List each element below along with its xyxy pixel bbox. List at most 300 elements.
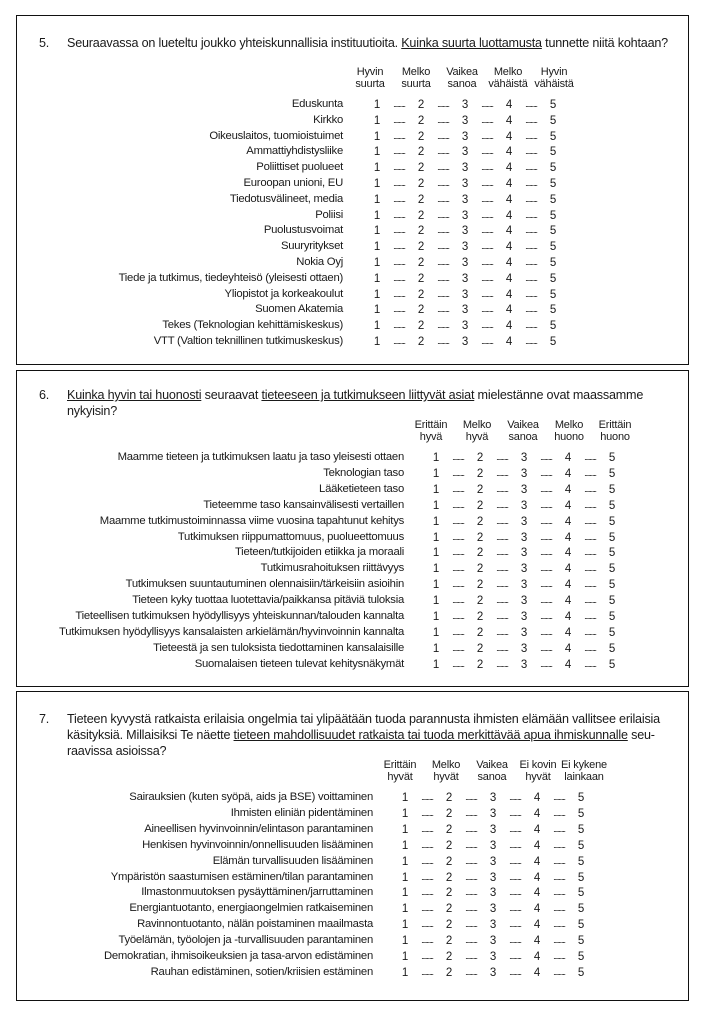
table-row (17, 513, 688, 529)
rating-option[interactable]: 2 (476, 611, 484, 623)
dot-leader: ......... (496, 626, 508, 637)
rating-option[interactable]: 4 (533, 966, 541, 979)
rating-option[interactable]: 5 (577, 792, 585, 804)
rating-option[interactable]: 3 (461, 320, 469, 333)
rating-option[interactable]: 3 (489, 823, 497, 836)
rating-option[interactable]: 4 (564, 531, 572, 544)
dot-leader: ......... (393, 114, 405, 125)
rating-scale (372, 143, 558, 160)
rating-option[interactable]: 3 (461, 336, 469, 348)
rating-option[interactable]: 4 (533, 871, 541, 884)
rating-option[interactable]: 5 (577, 903, 585, 916)
rating-option[interactable]: 2 (445, 919, 453, 932)
rating-option[interactable]: 2 (417, 162, 425, 175)
rating-option[interactable]: 4 (533, 823, 541, 836)
rating-option[interactable]: 2 (417, 225, 425, 238)
rating-option[interactable]: 1 (432, 452, 440, 464)
rating-option[interactable]: 2 (476, 452, 484, 464)
scale-label-line: Ei kykene (561, 759, 607, 771)
rating-option[interactable]: 3 (461, 225, 469, 238)
rating-option[interactable]: 5 (608, 563, 616, 576)
rating-option[interactable]: 4 (533, 792, 541, 804)
rating-option[interactable]: 4 (533, 903, 541, 916)
rating-option[interactable]: 5 (549, 288, 557, 301)
rating-option[interactable]: 1 (432, 531, 440, 544)
rating-scale (372, 207, 558, 224)
rating-scale (400, 900, 586, 917)
rating-option[interactable]: 1 (401, 887, 409, 900)
rating-option[interactable]: 3 (489, 887, 497, 900)
question-6-box (16, 370, 689, 687)
rating-option[interactable]: 4 (505, 193, 513, 206)
question-text-part: seuraavat (201, 388, 262, 402)
rating-option[interactable]: 5 (608, 515, 616, 528)
rating-option[interactable]: 4 (505, 130, 513, 143)
rating-option[interactable]: 1 (373, 162, 381, 175)
rating-option[interactable]: 4 (564, 452, 572, 464)
dot-leader: ......... (421, 951, 433, 961)
rating-option[interactable]: 5 (549, 209, 557, 222)
dot-leader: ......... (437, 146, 449, 157)
dot-leader: ......... (421, 823, 433, 834)
rating-option[interactable]: 4 (505, 225, 513, 238)
rating-option[interactable]: 2 (445, 792, 453, 804)
item-label: Ympäristön saastumisen estäminen/tilan parantaminen (110, 870, 373, 883)
rating-option[interactable]: 1 (373, 146, 381, 159)
rating-option[interactable]: 2 (476, 579, 484, 592)
rating-option[interactable]: 1 (373, 304, 381, 317)
rating-option[interactable]: 1 (373, 225, 381, 238)
rating-option[interactable]: 4 (533, 951, 541, 963)
rating-option[interactable]: 5 (549, 99, 557, 111)
rating-option[interactable]: 3 (520, 563, 528, 576)
rating-option[interactable]: 5 (577, 966, 585, 979)
rating-option[interactable]: 1 (401, 871, 409, 884)
rating-option[interactable]: 3 (489, 855, 497, 868)
rating-option[interactable]: 5 (608, 626, 616, 639)
rating-option[interactable]: 3 (520, 642, 528, 655)
dot-leader: ......... (553, 792, 565, 802)
rating-option[interactable]: 2 (417, 257, 425, 269)
rating-option[interactable]: 4 (533, 935, 541, 948)
dot-leader: ......... (509, 951, 521, 961)
rating-option[interactable]: 5 (577, 807, 585, 820)
rating-option[interactable]: 2 (417, 130, 425, 143)
rating-option[interactable]: 2 (476, 563, 484, 576)
item-label: Oikeuslaitos, tuomioistuimet (209, 129, 343, 142)
rating-option[interactable]: 3 (461, 178, 469, 190)
dot-leader: ......... (421, 887, 433, 898)
rating-option[interactable]: 1 (373, 320, 381, 333)
rating-option[interactable]: 1 (432, 595, 440, 608)
rating-option[interactable]: 4 (564, 642, 572, 655)
rating-option[interactable]: 3 (520, 658, 528, 671)
rating-option[interactable]: 4 (564, 658, 572, 671)
table-row (17, 317, 688, 333)
item-label: Tutkimuksen riippumattomuus, puolueettomuus (177, 530, 404, 543)
rating-option[interactable]: 3 (461, 130, 469, 143)
rating-scale (431, 656, 617, 673)
rating-option[interactable]: 4 (505, 209, 513, 222)
rating-option[interactable]: 4 (533, 887, 541, 900)
rating-option[interactable]: 1 (401, 792, 409, 804)
dot-leader: ......... (393, 178, 405, 188)
rating-option[interactable]: 2 (445, 887, 453, 900)
rating-option[interactable]: 3 (489, 919, 497, 932)
rating-option[interactable]: 5 (577, 935, 585, 948)
scale-label-line: huono (554, 431, 584, 443)
rating-option[interactable]: 5 (608, 499, 616, 512)
rating-option[interactable]: 5 (608, 595, 616, 608)
rating-option[interactable]: 1 (373, 99, 381, 111)
dot-leader: ......... (509, 823, 521, 834)
rating-option[interactable]: 5 (577, 855, 585, 868)
rating-option[interactable]: 3 (489, 871, 497, 884)
rating-option[interactable]: 1 (432, 515, 440, 528)
rating-option[interactable]: 4 (505, 114, 513, 127)
rating-option[interactable]: 2 (476, 595, 484, 608)
rating-option[interactable]: 2 (417, 272, 425, 285)
rating-option[interactable]: 2 (445, 839, 453, 852)
rating-option[interactable]: 2 (417, 288, 425, 301)
dot-leader: ......... (584, 515, 596, 526)
rating-option[interactable]: 4 (564, 547, 572, 560)
rating-option[interactable]: 1 (401, 823, 409, 836)
dot-leader: ......... (525, 241, 537, 252)
item-label: Tieteellisen tutkimuksen hyödyllisyys yhteiskunnan/talouden kannalta (75, 610, 404, 622)
rating-option[interactable]: 1 (432, 483, 440, 496)
rating-option[interactable]: 4 (505, 336, 513, 348)
rating-option[interactable]: 3 (461, 209, 469, 222)
rating-option[interactable]: 1 (401, 839, 409, 852)
rating-option[interactable]: 5 (577, 839, 585, 852)
rating-scale (431, 544, 617, 561)
rating-option[interactable]: 3 (461, 257, 469, 269)
rating-option[interactable]: 3 (461, 146, 469, 159)
rating-option[interactable]: 5 (608, 483, 616, 496)
rating-option[interactable]: 2 (417, 336, 425, 348)
rating-option[interactable]: 2 (445, 823, 453, 836)
rating-option[interactable]: 3 (461, 241, 469, 254)
rating-option[interactable]: 3 (489, 839, 497, 852)
rating-option[interactable]: 3 (520, 547, 528, 560)
table-row (17, 884, 688, 900)
table-row (17, 640, 688, 656)
rating-option[interactable]: 4 (505, 178, 513, 190)
rating-option[interactable]: 5 (549, 304, 557, 317)
dot-leader: ......... (393, 336, 405, 346)
rating-option[interactable]: 1 (432, 579, 440, 592)
table-row (17, 560, 688, 576)
rating-option[interactable]: 1 (432, 467, 440, 480)
rating-option[interactable]: 1 (432, 547, 440, 560)
rating-option[interactable]: 4 (505, 304, 513, 317)
rating-option[interactable]: 5 (549, 146, 557, 159)
rating-option[interactable]: 3 (461, 304, 469, 317)
rating-option[interactable]: 3 (520, 467, 528, 480)
rating-option[interactable]: 1 (401, 951, 409, 963)
rating-option[interactable]: 4 (564, 626, 572, 639)
scale-label (454, 419, 500, 443)
rating-option[interactable]: 5 (549, 257, 557, 269)
rating-option[interactable]: 4 (564, 499, 572, 512)
rating-option[interactable]: 1 (401, 855, 409, 868)
rating-option[interactable]: 2 (445, 935, 453, 948)
rating-option[interactable]: 5 (608, 467, 616, 480)
scale-label (485, 66, 531, 90)
rating-option[interactable]: 1 (373, 241, 381, 254)
rating-option[interactable]: 5 (577, 823, 585, 836)
rating-option[interactable]: 2 (445, 966, 453, 979)
rating-option[interactable]: 3 (489, 951, 497, 963)
rating-option[interactable]: 3 (461, 193, 469, 206)
rating-scale (431, 513, 617, 530)
rating-option[interactable]: 2 (476, 547, 484, 560)
rating-option[interactable]: 5 (549, 162, 557, 175)
rating-option[interactable]: 1 (432, 626, 440, 639)
rating-option[interactable]: 1 (401, 935, 409, 948)
dot-leader: ......... (509, 871, 521, 882)
dot-leader: ......... (540, 579, 552, 590)
scale-label-line: hyvä (465, 431, 489, 443)
rating-option[interactable]: 5 (577, 951, 585, 963)
rating-scale (400, 948, 586, 965)
rating-option[interactable]: 3 (520, 499, 528, 512)
table-row (17, 789, 688, 805)
rating-option[interactable]: 4 (564, 563, 572, 576)
rating-option[interactable]: 1 (432, 611, 440, 623)
rating-option[interactable]: 3 (489, 966, 497, 979)
rating-option[interactable]: 5 (549, 114, 557, 127)
dot-leader: ......... (393, 130, 405, 141)
dot-leader: ......... (496, 483, 508, 494)
rating-option[interactable]: 1 (373, 288, 381, 301)
rating-option[interactable]: 3 (461, 272, 469, 285)
rating-option[interactable]: 1 (432, 642, 440, 655)
table-row (17, 948, 688, 964)
table-row (17, 238, 688, 254)
table-row (17, 576, 688, 592)
rating-option[interactable]: 5 (608, 642, 616, 655)
table-row (17, 222, 688, 238)
scale-label-line: Ei kovin (519, 759, 557, 771)
dot-leader: ......... (481, 162, 493, 173)
dot-leader: ......... (509, 792, 521, 802)
rating-option[interactable]: 2 (445, 871, 453, 884)
question-text-emphasis: Kuinka hyvin tai huonosti (67, 388, 202, 402)
rating-option[interactable]: 2 (417, 193, 425, 206)
dot-leader: ......... (481, 241, 493, 252)
scale-label-line: huono (600, 431, 630, 443)
dot-leader: ......... (452, 579, 464, 590)
rating-option[interactable]: 3 (520, 595, 528, 608)
rating-option[interactable]: 5 (577, 871, 585, 884)
scale-label-line: suurta (355, 78, 385, 90)
rating-option[interactable]: 2 (417, 178, 425, 190)
rating-option[interactable]: 4 (564, 595, 572, 608)
rating-option[interactable]: 2 (445, 951, 453, 963)
rating-option[interactable]: 3 (489, 792, 497, 804)
rating-option[interactable]: 1 (373, 178, 381, 190)
rating-option[interactable]: 2 (445, 903, 453, 916)
rating-option[interactable]: 4 (505, 146, 513, 159)
dot-leader: ......... (452, 642, 464, 653)
rating-option[interactable]: 5 (577, 887, 585, 900)
rating-option[interactable]: 4 (505, 320, 513, 333)
rating-option[interactable]: 2 (476, 515, 484, 528)
rating-option[interactable]: 1 (373, 257, 381, 269)
rating-option[interactable]: 2 (445, 807, 453, 820)
table-row (17, 592, 688, 608)
rating-option[interactable]: 2 (417, 114, 425, 127)
rating-option[interactable]: 2 (476, 499, 484, 512)
rating-option[interactable]: 3 (520, 515, 528, 528)
rating-option[interactable]: 3 (461, 99, 469, 111)
rating-option[interactable]: 2 (417, 304, 425, 317)
rating-option[interactable]: 4 (505, 241, 513, 254)
rating-option[interactable]: 4 (533, 839, 541, 852)
rating-option[interactable]: 2 (417, 241, 425, 254)
rating-option[interactable]: 5 (549, 225, 557, 238)
rating-option[interactable]: 4 (505, 272, 513, 285)
dot-leader: ......... (481, 336, 493, 346)
rating-option[interactable]: 2 (476, 483, 484, 496)
rating-option[interactable]: 3 (489, 903, 497, 916)
rating-scale (372, 96, 558, 113)
rating-option[interactable]: 4 (505, 288, 513, 301)
dot-leader: ......... (525, 130, 537, 141)
dot-leader: ......... (481, 304, 493, 315)
rating-option[interactable]: 3 (520, 626, 528, 639)
rating-option[interactable]: 2 (417, 99, 425, 111)
rating-option[interactable]: 5 (608, 452, 616, 464)
rating-option[interactable]: 1 (373, 193, 381, 206)
rating-option[interactable]: 2 (476, 658, 484, 671)
rating-option[interactable]: 5 (608, 579, 616, 592)
rating-option[interactable]: 2 (417, 209, 425, 222)
rating-option[interactable]: 1 (401, 807, 409, 820)
rating-option[interactable]: 1 (373, 272, 381, 285)
rating-option[interactable]: 5 (549, 272, 557, 285)
scale-label-line: lainkaan (564, 771, 604, 783)
dot-leader: ......... (452, 563, 464, 574)
dot-leader: ......... (540, 547, 552, 558)
rating-option[interactable]: 1 (432, 499, 440, 512)
item-label: Aineellisen hyvinvoinnin/elintason parantaminen (144, 822, 373, 835)
rating-option[interactable]: 2 (476, 642, 484, 655)
rating-option[interactable]: 2 (476, 467, 484, 480)
dot-leader: ......... (481, 178, 493, 188)
dot-leader: ......... (481, 225, 493, 236)
rating-option[interactable]: 3 (489, 807, 497, 820)
rating-option[interactable]: 5 (549, 336, 557, 348)
table-row (17, 128, 688, 144)
dot-leader: ......... (584, 563, 596, 574)
dot-leader: ......... (393, 193, 405, 204)
rating-option[interactable]: 4 (533, 855, 541, 868)
question-text (67, 35, 676, 51)
rating-option[interactable]: 2 (445, 855, 453, 868)
dot-leader: ......... (452, 547, 464, 558)
rating-option[interactable]: 3 (520, 483, 528, 496)
rating-option[interactable]: 3 (520, 611, 528, 623)
rating-option[interactable]: 1 (373, 130, 381, 143)
rating-option[interactable]: 5 (549, 130, 557, 143)
rating-scale (431, 624, 617, 641)
rating-option[interactable]: 5 (549, 193, 557, 206)
rating-scale (372, 112, 558, 129)
rating-option[interactable]: 3 (489, 935, 497, 948)
rating-option[interactable]: 2 (417, 146, 425, 159)
scale-label (561, 759, 607, 783)
rating-option[interactable]: 3 (520, 579, 528, 592)
rating-option[interactable]: 1 (401, 903, 409, 916)
rating-option[interactable]: 4 (505, 257, 513, 269)
table-row (17, 544, 688, 560)
rating-option[interactable]: 5 (608, 611, 616, 623)
item-label: Suomalaisen tieteen tulevat kehitysnäkymät (194, 657, 404, 670)
rating-option[interactable]: 2 (476, 531, 484, 544)
rating-option[interactable]: 4 (505, 99, 513, 111)
dot-leader: ......... (452, 483, 464, 494)
item-label: Poliisi (315, 208, 343, 221)
rating-option[interactable]: 3 (461, 114, 469, 127)
rating-option[interactable]: 4 (533, 919, 541, 932)
table-row (17, 481, 688, 497)
dot-leader: ......... (496, 563, 508, 574)
dot-leader: ......... (465, 855, 477, 866)
rating-option[interactable]: 3 (461, 288, 469, 301)
rating-option[interactable]: 3 (461, 162, 469, 175)
dot-leader: ......... (584, 483, 596, 494)
rating-option[interactable]: 2 (476, 626, 484, 639)
rating-option[interactable]: 4 (564, 467, 572, 480)
scale-header (408, 419, 638, 443)
rating-option[interactable]: 3 (520, 531, 528, 544)
rating-option[interactable]: 4 (564, 579, 572, 592)
rating-option[interactable]: 5 (549, 178, 557, 190)
rating-option[interactable]: 5 (608, 658, 616, 671)
rating-option[interactable]: 4 (533, 807, 541, 820)
rating-option[interactable]: 5 (549, 241, 557, 254)
dot-leader: ......... (509, 966, 521, 977)
rating-option[interactable]: 1 (432, 658, 440, 671)
rating-option[interactable]: 1 (401, 966, 409, 979)
item-label: Lääketieteen taso (319, 482, 404, 495)
rating-option[interactable]: 4 (505, 162, 513, 175)
rating-option[interactable]: 1 (373, 209, 381, 222)
rating-option[interactable]: 4 (564, 515, 572, 528)
rating-option[interactable]: 1 (373, 336, 381, 348)
rating-option[interactable]: 5 (549, 320, 557, 333)
dot-leader: ......... (481, 99, 493, 109)
rating-option[interactable]: 5 (577, 919, 585, 932)
dot-leader: ......... (465, 887, 477, 898)
dot-leader: ......... (584, 595, 596, 606)
rating-option[interactable]: 4 (564, 611, 572, 623)
rating-option[interactable]: 3 (520, 452, 528, 464)
rating-option[interactable]: 1 (401, 919, 409, 932)
rating-option[interactable]: 2 (417, 320, 425, 333)
rating-option[interactable]: 1 (373, 114, 381, 127)
rating-scale (431, 481, 617, 498)
rating-scale (400, 916, 586, 933)
rating-option[interactable]: 1 (432, 563, 440, 576)
dot-leader: ......... (553, 903, 565, 914)
rating-option[interactable]: 5 (608, 547, 616, 560)
rating-option[interactable]: 5 (608, 531, 616, 544)
rating-option[interactable]: 4 (564, 483, 572, 496)
